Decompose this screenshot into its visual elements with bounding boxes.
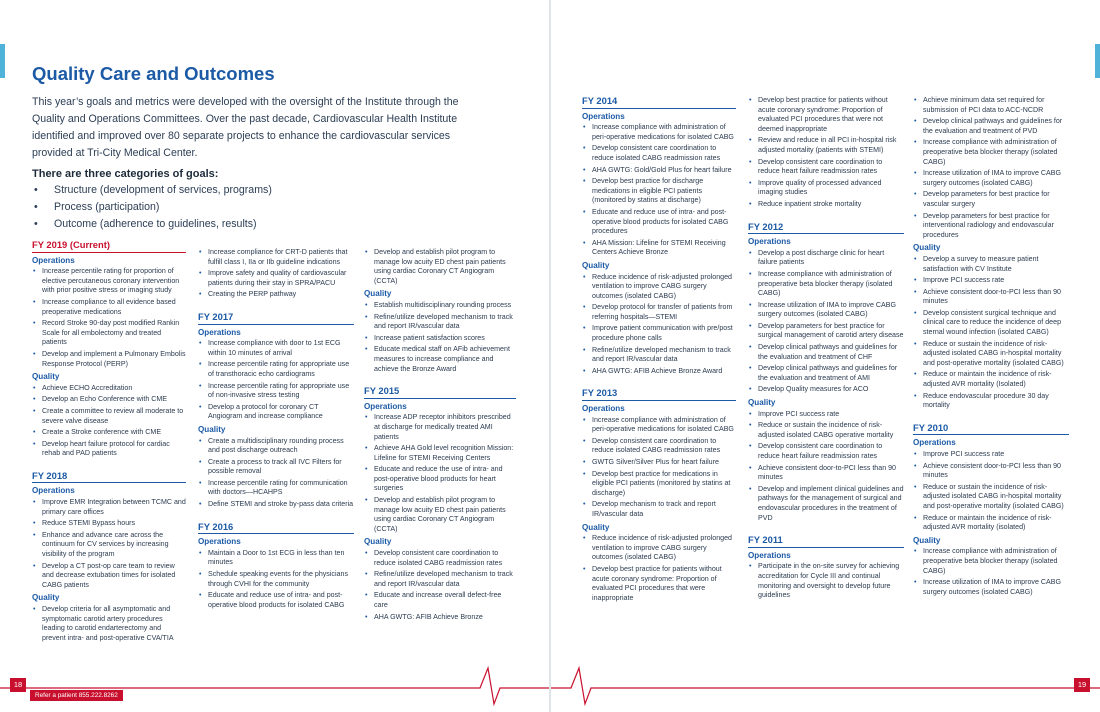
goal-bullet-item: • Create a committee to review all moderate to severe valve disease — [32, 407, 186, 426]
fiscal-year-heading: FY 2018 — [32, 471, 186, 484]
page-number-left: 18 — [10, 678, 26, 692]
goal-bullet-item: • Reduce or sustain the incidence of risk-adjusted isolated CABG operative mortality — [748, 421, 904, 440]
goal-bullet-item: • AHA Mission: Lifeline for STEMI Receiving Centers Achieve Bronze — [582, 239, 736, 258]
goal-bullet-item: • Improve PCI success rate — [913, 276, 1069, 286]
goal-bullet-item: • Improve safety and quality of cardiovascular patients during their stay in SPRA/PACU — [198, 269, 354, 288]
category-subheading: Quality — [582, 522, 610, 532]
goal-bullet-item: • Increase ADP receptor inhibitors prescribed at discharge for medically treated AMI patients — [364, 413, 516, 442]
fiscal-year-heading: FY 2017 — [198, 312, 354, 325]
goal-bullet-item: • Develop and establish pilot program to manage low acuity ED chest pain patients using cardiac Coronary CT Angiogram (CCTA) — [364, 496, 516, 534]
goal-bullet-item: • Develop consistent care coordination to reduce isolated CABG readmission rates — [582, 437, 736, 456]
goal-bullet-item: • Develop parameters for best practice for interventional radiology and endovascular procedures — [913, 212, 1069, 241]
goal-bullet-item: • Maintain a Door to 1st ECG in less than ten minutes — [198, 549, 354, 568]
goal-bullet-item: • Enhance and advance care across the continuum for CV services by increasing visibility of the program — [32, 531, 186, 560]
page-tab-marker — [0, 44, 5, 78]
goal-item: • Structure (development of services, programs) — [32, 182, 272, 199]
category-subheading: Operations — [198, 537, 241, 547]
goal-item: • Outcome (adherence to guidelines, results) — [32, 216, 272, 233]
goal-bullet-item: • Develop a CT post-op care team to review and decrease extubation times for isolated CABG patients — [32, 562, 186, 591]
goal-bullet-item: • Refine/utilize developed mechanism to track and report IR/vascular data — [364, 570, 516, 589]
goal-bullet-item: • Develop consistent care coordination to reduce isolated CABG readmission rates — [582, 144, 736, 163]
goal-bullet-item: • Develop parameters for best practice for surgical management of carotid artery disease — [748, 322, 904, 341]
category-subheading: Quality — [32, 593, 60, 603]
goal-bullet-list — [913, 255, 1069, 411]
goal-bullet-item: • Increase compliance for CRT-D patients that fulfill class I, IIa or IIb guideline indications — [198, 248, 354, 267]
goal-bullet-list — [32, 384, 186, 459]
right-page — [551, 0, 1100, 712]
fiscal-year-heading: FY 2012 — [748, 222, 904, 235]
page-number-right: 19 — [1074, 678, 1090, 692]
fiscal-year-heading: FY 2013 — [582, 388, 736, 401]
refer-patient-banner: Refer a patient 855.222.8262 — [30, 690, 123, 701]
goal-bullet-item: • Reduce incidence of risk-adjusted prolonged ventilation to improve CABG surgery outcomes (isolated CABG) — [582, 534, 736, 563]
goal-bullet-item: • Refine/utilize developed mechanism to track and report IR/vascular data — [582, 346, 736, 365]
goal-bullet-item: • Develop a post discharge clinic for heart failure patients — [748, 249, 904, 268]
goal-bullet-item: • Improve PCI success rate — [913, 450, 1069, 460]
goal-bullet-item: • Develop and establish pilot program to manage low acuity ED chest pain patients using cardiac Coronary CT Angiogram (CCTA) — [364, 248, 516, 286]
goal-bullet-list — [198, 437, 354, 510]
goal-bullet-item: • Record Stroke 90-day post modified Rankin Scale for all embolectomy and treated patients — [32, 319, 186, 348]
column-fy2014 — [582, 96, 736, 606]
goal-bullet-item: • Develop best practice for patients without acute coronary syndrome: Proportion of evaluated PCI procedures that were not deemed inappropriate — [748, 96, 904, 134]
goal-bullet-item: • Create a Stroke conference with CME — [32, 428, 186, 438]
goal-bullet-item: • Achieve ECHO Accreditation — [32, 384, 186, 394]
goal-bullet-item: • Educate and increase overall defect-free care — [364, 591, 516, 610]
goal-bullet-item: • AHA GWTG: Gold/Gold Plus for heart failure — [582, 166, 736, 176]
goal-bullet-list — [748, 562, 904, 600]
goal-bullet-item: • Create a process to track all IVC Filters for possible removal — [198, 458, 354, 477]
goal-bullet-item: • Increase compliance with administration of preoperative beta blocker therapy (isolated CABG) — [913, 547, 1069, 576]
goal-bullet-item: • Increase compliance with administration of preoperative beta blocker therapy (isolated CABG) — [748, 270, 904, 299]
goal-bullet-list — [364, 301, 516, 374]
goal-bullet-item: • Reduce or maintain the incidence of risk-adjusted AVR mortality (isolated) — [913, 514, 1069, 533]
goal-bullet-item: • Increase compliance with administration of peri-operative medications for isolated CABG — [582, 416, 736, 435]
category-subheading: Operations — [32, 255, 75, 265]
goal-bullet-item: • Achieve consistent door-to-PCI less than 90 minutes — [913, 288, 1069, 307]
goal-bullet-item: • Define STEMI and stroke by-pass data criteria — [198, 500, 354, 510]
goal-bullet-item: • Reduce or sustain the incidence of risk-adjusted isolated CABG in-hospital mortality and post-operative mortality (isolated CABG) — [913, 340, 1069, 369]
goal-bullet-item: • Achieve AHA Gold level recognition Mission: Lifeline for STEMI Receiving Centers — [364, 444, 516, 463]
fiscal-year-heading: FY 2019 (Current) — [32, 240, 186, 253]
goal-bullet-list — [32, 605, 186, 643]
goal-bullet-item: • Develop protocol for transfer of patients from referring hospitals—STEMI — [582, 303, 736, 322]
category-subheading: Operations — [913, 438, 956, 448]
goal-bullet-item: • Develop clinical pathways and guidelines for the evaluation and treatment of CHF — [748, 343, 904, 362]
goal-bullet-item: • Reduce endovascular procedure 30 day mortality — [913, 392, 1069, 411]
goal-bullet-list — [748, 96, 904, 210]
category-subheading: Quality — [748, 398, 776, 408]
goal-bullet-list — [364, 413, 516, 534]
goal-bullet-item: • Review and reduce in all PCI in-hospital risk adjusted mortality (patients with STEMI) — [748, 136, 904, 155]
goal-bullet-item: • Achieve consistent door-to-PCI less than 90 minutes — [913, 462, 1069, 481]
column-fy2015 — [364, 248, 516, 625]
goal-bullet-item: • Achieve consistent door-to-PCI less than 90 minutes — [748, 464, 904, 483]
goal-bullet-item: • Creating the PERP pathway — [198, 290, 354, 300]
goal-bullet-item: • Develop and implement clinical guidelines and pathways for the management of surgical and endovascular procedures in the treatment of PVD — [748, 485, 904, 523]
ekg-line-graphic — [551, 660, 1100, 710]
goal-bullet-item: • Increase percentile rating for proportion of elective percutaneous coronary intervention with prior positive stress or imaging study — [32, 267, 186, 296]
goal-bullet-list — [582, 273, 736, 377]
goal-bullet-item: • Develop consistent care coordination to reduce isolated CABG readmission rates — [364, 549, 516, 568]
category-subheading: Quality — [364, 537, 392, 547]
goal-bullet-list — [582, 416, 736, 520]
goal-bullet-list — [364, 248, 516, 286]
goal-bullet-item: • Develop an Echo Conference with CME — [32, 395, 186, 405]
goal-bullet-item: • AHA GWTG: AFIB Achieve Bronze — [364, 613, 516, 623]
category-subheading: Operations — [582, 404, 625, 414]
goal-bullet-item: • Develop a survey to measure patient satisfaction with CV Institute — [913, 255, 1069, 274]
goal-bullet-item: • Develop best practice for medications in eligible PCI patients (monitored by statins at discharge) — [582, 470, 736, 499]
goal-bullet-item: • Refine/utilize developed mechanism to track and report IR/vascular data — [364, 313, 516, 332]
goals-list — [32, 182, 272, 233]
goal-bullet-item: • GWTG Silver/Silver Plus for heart failure — [582, 458, 736, 468]
goal-bullet-item: • Educate and reduce the use of intra- and post-operative blood products for heart surgeries — [364, 465, 516, 494]
intro-paragraph: This year’s goals and metrics were developed with the oversight of the Institute through the Quality and Operations Committees. Over the past decade, Cardiovascular Health Institute identified and improved over 80 separate projects to enhance the cardiovascular services provided at Tri-City Medical Center. — [32, 96, 459, 159]
goal-bullet-item: • Establish multidisciplinary rounding process — [364, 301, 516, 311]
goal-bullet-item: • Schedule speaking events for the physicians through CVHI for the community — [198, 570, 354, 589]
goal-item: • Process (participation) — [32, 199, 272, 216]
goal-bullet-item: • Develop heart failure protocol for cardiac rehab and PAD patients — [32, 440, 186, 459]
category-subheading: Quality — [913, 535, 941, 545]
goal-bullet-item: • Educate medical staff on AFib achievement measures to increase compliance and achieve the Bronze Award — [364, 345, 516, 374]
goal-bullet-list — [913, 96, 1069, 240]
goal-bullet-item: • Increase percentile rating for appropriate use of transthoracic echo cardiograms — [198, 360, 354, 379]
category-subheading: Operations — [582, 111, 625, 121]
goal-bullet-item: • Reduce STEMI Bypass hours — [32, 519, 186, 529]
goal-bullet-list — [913, 547, 1069, 597]
goal-bullet-item: • Increase compliance with administration of preoperative beta blocker therapy (isolated CABG) — [913, 138, 1069, 167]
goal-bullet-list — [748, 249, 904, 395]
goal-bullet-item: • Develop clinical pathways and guidelines for the evaluation and treatment of AMI — [748, 364, 904, 383]
goal-bullet-item: • Create a multidisciplinary rounding process and post discharge outreach — [198, 437, 354, 456]
goals-heading: There are three categories of goals: — [32, 168, 219, 180]
category-subheading: Operations — [198, 327, 241, 337]
goal-bullet-item: • Improve patient communication with pre/post procedure phone calls — [582, 324, 736, 343]
goal-bullet-item: • Increase utilization of IMA to improve CABG surgery outcomes (isolated CABG) — [913, 578, 1069, 597]
goal-bullet-list — [748, 410, 904, 524]
goal-bullet-item: • Increase compliance with door to 1st ECG within 10 minutes of arrival — [198, 339, 354, 358]
goal-bullet-item: • Develop criteria for all asymptomatic and symptomatic carotid artery procedures leading to carotid endarterectomy and prevent intra- and post-operative CVA/TIA — [32, 605, 186, 643]
goal-bullet-item: • Develop consistent care coordination to reduce heart failure readmission rates — [748, 442, 904, 461]
category-subheading: Quality — [32, 372, 60, 382]
goal-bullet-item: • Develop parameters for best practice for vascular surgery — [913, 190, 1069, 209]
goal-bullet-item: • Develop mechanism to track and report IR/vascular data — [582, 500, 736, 519]
goal-bullet-item: • Participate in the on-site survey for achieving accreditation for Cycle III and continual monitoring and oversight to develop future guidelines — [748, 562, 904, 600]
goal-bullet-item: • Develop best practice for patients without acute coronary syndrome: Proportion of evaluated PCI procedures that were inappropriate — [582, 565, 736, 603]
goal-bullet-list — [913, 450, 1069, 533]
goal-bullet-item: • Improve quality of processed advanced imaging studies — [748, 179, 904, 198]
goal-bullet-list — [198, 549, 354, 611]
ekg-line-graphic — [0, 660, 549, 710]
fiscal-year-heading: FY 2016 — [198, 522, 354, 535]
column-fy2017 — [198, 248, 354, 613]
column-fy2012 — [748, 96, 904, 604]
category-subheading: Quality — [582, 260, 610, 270]
goal-bullet-item: • Increase compliance to all evidence based preoperative medications — [32, 298, 186, 317]
goal-bullet-item: • Reduce or sustain the incidence of risk-adjusted isolated CABG in-hospital mortality and post-operative mortality (isolated CABG) — [913, 483, 1069, 512]
goal-bullet-item: • Educate and reduce use of intra- and post-operative blood products for isolated CABG — [198, 591, 354, 610]
goal-bullet-item: • Develop consistent care coordination to reduce heart failure readmission rates — [748, 158, 904, 177]
fiscal-year-heading: FY 2015 — [364, 386, 516, 399]
goal-bullet-list — [582, 534, 736, 603]
fiscal-year-heading: FY 2010 — [913, 423, 1069, 436]
goal-bullet-list — [582, 123, 736, 258]
fiscal-year-heading: FY 2014 — [582, 96, 736, 109]
goal-bullet-list — [32, 498, 186, 590]
page-title: Quality Care and Outcomes — [32, 63, 275, 84]
goal-bullet-list — [32, 267, 186, 369]
category-subheading: Quality — [198, 424, 226, 434]
goal-bullet-item: • Improve PCI success rate — [748, 410, 904, 420]
goal-bullet-item: • Develop a protocol for coronary CT Angiogram and increase compliance — [198, 403, 354, 422]
goal-bullet-list — [198, 339, 354, 422]
goal-bullet-item: • Develop clinical pathways and guidelines for the evaluation and treatment of PVD — [913, 117, 1069, 136]
fiscal-year-heading: FY 2011 — [748, 535, 904, 548]
category-subheading: Operations — [748, 550, 791, 560]
goal-bullet-item: • Improve EMR Integration between TCMC and primary care offices — [32, 498, 186, 517]
goal-bullet-item: • Develop Quality measures for ACO — [748, 385, 904, 395]
goal-bullet-list — [198, 248, 354, 300]
goal-bullet-item: • Increase percentile rating for communication with doctors—HCAHPS — [198, 479, 354, 498]
goal-bullet-item: • Increase percentile rating for appropriate use of non-invasive stress testing — [198, 382, 354, 401]
goal-bullet-item: • Develop consistent surgical technique and clinical care to reduce the incidence of deep sternal wound infection (isolated CABG) — [913, 309, 1069, 338]
goal-bullet-item: • Reduce or maintain the incidence of risk-adjusted AVR mortality (Isolated) — [913, 370, 1069, 389]
page-tab-marker — [1095, 44, 1100, 78]
column-fy2010 — [913, 96, 1069, 600]
goal-bullet-item: • Achieve minimum data set required for submission of PCI data to ACC-NCDR — [913, 96, 1069, 115]
goal-bullet-item: • Develop best practice for discharge medications in eligible PCI patients (monitored by statins at discharge) — [582, 177, 736, 206]
goal-bullet-list — [364, 549, 516, 622]
goal-bullet-item: • Develop and implement a Pulmonary Embolis Response Protocol (PERP) — [32, 350, 186, 369]
column-fy2019 — [32, 240, 186, 646]
goal-bullet-item: • Reduce inpatient stroke mortality — [748, 200, 904, 210]
category-subheading: Operations — [364, 401, 407, 411]
goal-bullet-item: • Increase utilization of IMA to improve CABG surgery outcomes (isolated CABG) — [748, 301, 904, 320]
category-subheading: Quality — [364, 289, 392, 299]
category-subheading: Operations — [32, 486, 75, 496]
left-page — [0, 0, 549, 712]
goal-bullet-item: • AHA GWTG: AFIB Achieve Bronze Award — [582, 367, 736, 377]
category-subheading: Operations — [748, 237, 791, 247]
goal-bullet-item: • Increase utilization of IMA to improve CABG surgery outcomes (isolated CABG) — [913, 169, 1069, 188]
category-subheading: Quality — [913, 243, 941, 253]
goal-bullet-item: • Increase compliance with administration of peri-operative medications for isolated CABG — [582, 123, 736, 142]
goal-bullet-item: • Educate and reduce use of intra- and post-operative blood products for isolated CABG procedures — [582, 208, 736, 237]
goal-bullet-item: • Increase patient satisfaction scores — [364, 334, 516, 344]
goal-bullet-item: • Reduce incidence of risk-adjusted prolonged ventilation to improve CABG surgery outcomes (isolated CABG) — [582, 273, 736, 302]
